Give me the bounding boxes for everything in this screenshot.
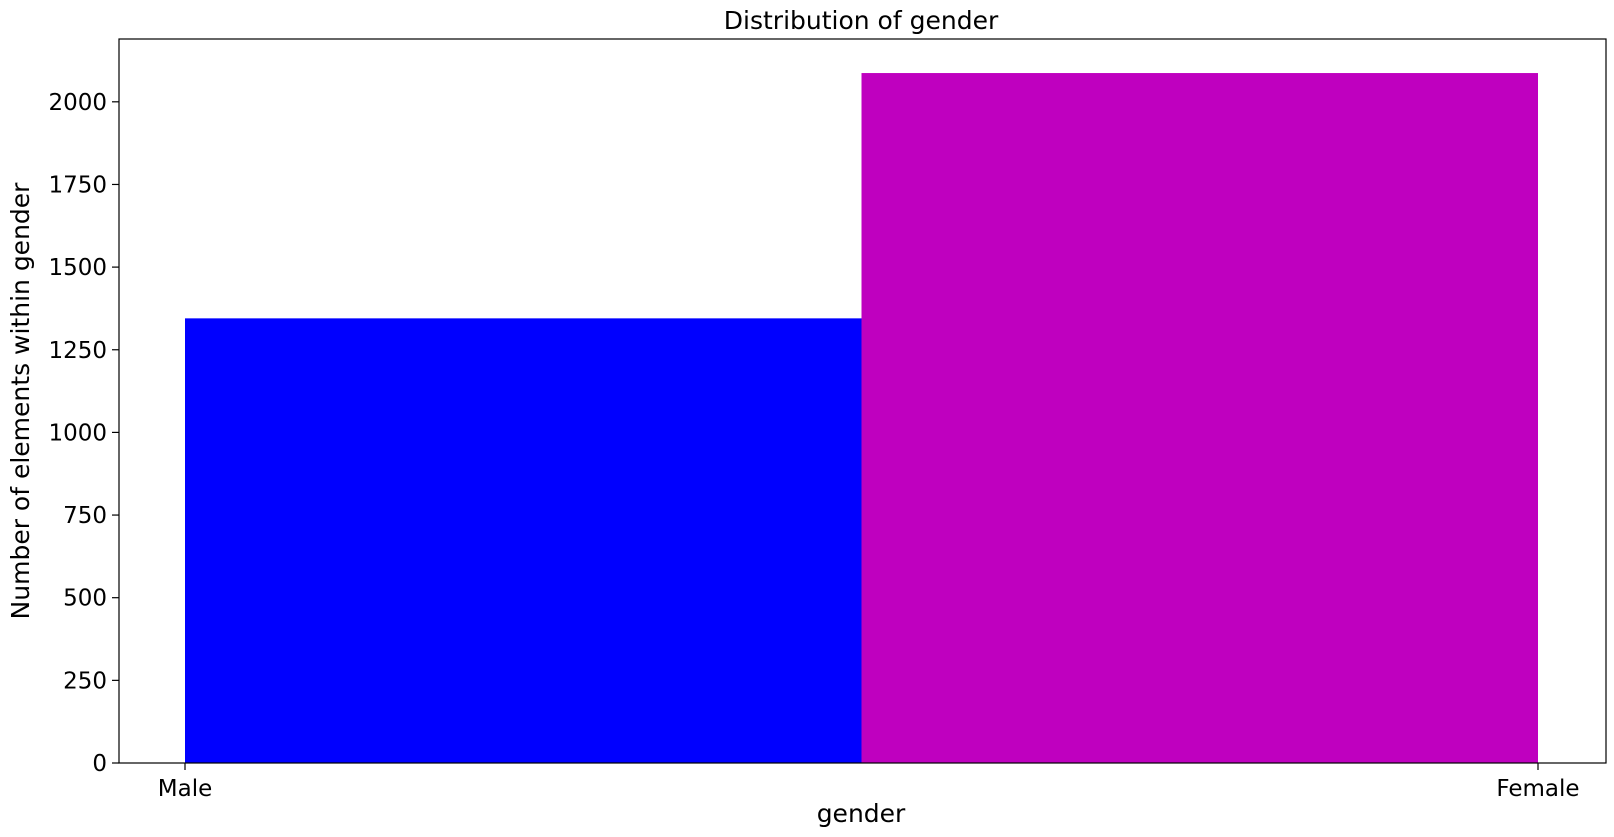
y-axis-ticks	[48, 90, 119, 777]
chart-title: Distribution of gender	[723, 6, 999, 35]
y-tick-label: 250	[63, 668, 107, 695]
y-tick-label: 1500	[48, 255, 107, 282]
x-axis-label: gender	[816, 799, 906, 828]
y-tick-label: 1250	[48, 337, 107, 364]
x-tick-label-female: Female	[1496, 776, 1580, 802]
y-tick-label: 0	[92, 751, 107, 777]
y-tick-label: 2000	[48, 89, 107, 116]
bar-female	[862, 73, 1539, 763]
y-tick-label: 1750	[48, 172, 107, 199]
bars	[185, 73, 1538, 763]
y-tick-label: 750	[63, 503, 107, 530]
y-tick-label: 1000	[48, 420, 107, 447]
x-axis-ticks	[158, 763, 1580, 802]
bar-male	[185, 318, 862, 763]
x-tick-label-male: Male	[157, 776, 213, 802]
y-axis-label: Number of elements within gender	[6, 182, 35, 620]
y-tick-label: 500	[63, 585, 107, 612]
